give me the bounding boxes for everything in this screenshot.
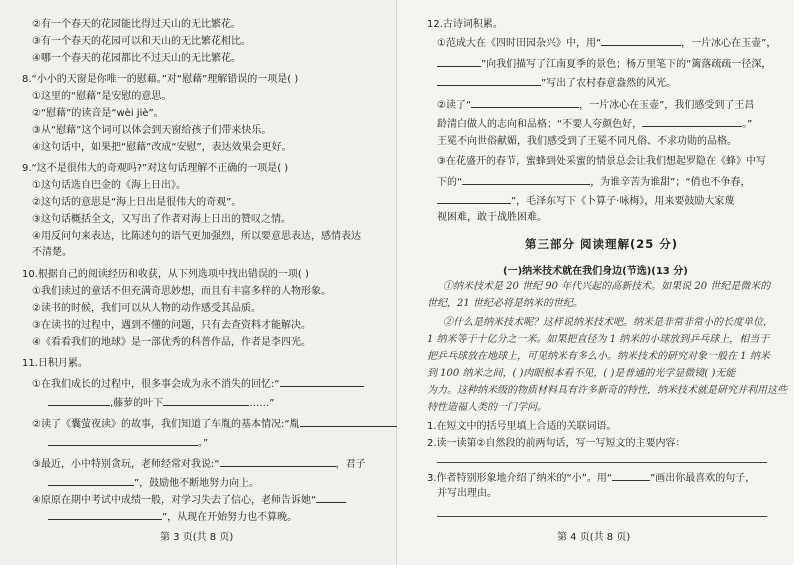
q8-option-2: ②“慰藉”的读音是“wèi jiè”。 (32, 108, 164, 119)
q12-item-1-cont: ”向我们描写了江南夏季的景色；杨万里笔下的“篱落疏疏一径深， (437, 56, 771, 71)
answer-blank[interactable] (462, 174, 590, 185)
passage-p2-line6: 特性造福人类的一门学问。 (427, 402, 547, 413)
answer-blank[interactable] (300, 416, 400, 427)
q9-option-4-cont: 不清楚。 (32, 247, 72, 258)
q8-option-4: ④这句话中，如果把“慰藉”改成“安慰”，表达效果会更好。 (32, 142, 292, 153)
passage-title: (一)纳米技术就在我们身边(节选)(13 分) (503, 266, 688, 277)
q7-option-3: ③有一个春天的花园可以和天山的无比繁花相比。 (32, 36, 251, 47)
q12-item-3: ③在花盛开的春节，蜜蜂到处采蜜的情景总会让我们想起罗隐在《蜂》中写 (437, 156, 766, 167)
question-3-cont: 并写出理由。 (437, 488, 497, 499)
answer-blank[interactable] (48, 509, 162, 520)
q12-item-1: ①范成大在《四时田园杂兴》中，用“ ，一片冰心在玉壶”， (437, 35, 776, 50)
answer-blank[interactable] (437, 75, 541, 86)
answer-blank[interactable] (48, 435, 198, 446)
passage-p2-line5: 为力。这种纳米级的物质材料具有许多新奇的特性，纳米技术就是研究并利用这些 (427, 385, 787, 396)
answer-blank[interactable] (642, 116, 742, 127)
q12-item-1-cont2: ”写出了农村春意盎然的风光。 (437, 75, 676, 90)
passage-p2-line3: 把乒乓球放在地球上，可见纳米有多么小。纳米技术的研究对象一般在 1 纳米 (427, 351, 770, 362)
q12-item-3-cont3: 视困难，敢于战胜困难。 (437, 212, 547, 223)
q11-item-1: ①在我们成长的过程中，很多事会成为永不消失的回忆:“ (32, 376, 364, 391)
q11-item-2-cont: 。” (48, 435, 208, 450)
q7-option-4: ④哪一个春天的花园都比不过天山的无比繁花。 (32, 53, 241, 64)
passage-p2-line4: 到 100 纳米之间，( )肉眼根本看不见，( )是普通的光学显微镜( )无能 (427, 368, 736, 379)
q10-stem: 10.根据自己的阅读经历和收获，从下列选项中找出错误的一项( ) (22, 269, 309, 280)
q8-stem: 8.“小小的天窗是你唯一的慰藉。”对“慰藉”理解错误的一项是( ) (22, 74, 299, 85)
q10-option-4: ④《看看我们的地球》是一部优秀的科普作品，作者是李四光。 (32, 337, 311, 348)
q9-option-4: ④用反问句来表达，比陈述句的语气更加强烈，所以要意思表达，感情表达 (32, 231, 361, 242)
q12-item-2-cont: 龄清白做人的志向和品格；“不要人夸颜色好， 。” (437, 116, 752, 131)
q11-stem: 11.日积月累。 (22, 358, 88, 369)
answer-blank[interactable] (601, 35, 681, 46)
q9-option-1: ①这句话选自巴金的《海上日出》。 (32, 180, 186, 191)
answer-blank[interactable] (316, 492, 346, 503)
q12-item-2-cont2: 王冕不向世俗献媚，我们感受到了王冕不同凡俗、不求功勋的品格。 (437, 136, 737, 147)
answer-blank[interactable] (612, 470, 650, 481)
q11-item-1-cont: ,藤萝的叶下 ……” (48, 395, 274, 410)
q10-option-2: ②读书的时候，我们可以从人物的动作感受其品质。 (32, 303, 261, 314)
question-3: 3.作者特别形象地介绍了纳米的“小”。用“ ”画出你最喜欢的句子， (427, 470, 755, 485)
q11-item-4: ④原原在期中考试中成绩一般，对学习失去了信心，老师告诉她“ (32, 492, 346, 507)
answer-blank[interactable] (163, 395, 249, 406)
passage-p1-line2: 世纪，21 世纪必将是纳米的世纪。 (427, 298, 583, 309)
q8-option-3: ③从“慰藉”这个词可以体会到天窗给孩子们带来快乐。 (32, 125, 272, 136)
q10-option-3: ③在读书的过程中，遇到不懂的问题，只有去查资料才能解决。 (32, 320, 311, 331)
q11-item-4-cont: ”，从现在开始努力也不算晚。 (48, 509, 297, 524)
answer-blank[interactable] (437, 193, 511, 204)
q12-item-3-cont: 下的“ ，为谁辛苦为谁甜”；“俏也不争春， (437, 174, 751, 189)
answer-blank[interactable] (437, 56, 481, 67)
section-title: 第三部分 阅读理解(25 分) (525, 237, 679, 251)
answer-blank[interactable] (471, 97, 579, 108)
question-2: 2.读一读第②自然段的前两句话，写一写短文的主要内容： (427, 438, 686, 449)
q8-option-1: ①这里的“慰藉”是安慰的意思。 (32, 91, 172, 102)
passage-p2-line2: 1 纳米等于十亿分之一米。如果把直径为 1 纳米的小球放到乒乓球上，相当于 (427, 334, 770, 345)
page-3-footer: 第 3 页(共 8 页) (160, 532, 234, 543)
q9-stem: 9.“这不是很伟大的奇观吗?”对这句话理解不正确的一项是( ) (22, 163, 289, 174)
answer-blank[interactable] (48, 475, 134, 486)
q7-option-2: ②有一个春天的花园能比得过天山的无比繁花。 (32, 19, 241, 30)
q12-item-3-cont2: ”，毛泽东写下《卜算子·咏梅》，用来要鼓励大家蔑 (437, 193, 734, 208)
answer-blank[interactable] (280, 376, 364, 387)
page-4 (397, 0, 794, 565)
page-4-footer: 第 4 页(共 8 页) (557, 532, 631, 543)
answer-line[interactable] (437, 462, 767, 463)
answer-line[interactable] (437, 516, 767, 517)
q11-item-3-cont: ”，鼓励他不断地努力向上。 (48, 475, 259, 490)
q12-item-2: ②读了“ ，一片冰心在玉壶”，我们感受到了王昌 (437, 97, 754, 112)
q9-option-3: ③这句话概括全文，又写出了作者对海上日出的赞叹之情。 (32, 214, 291, 225)
q9-option-2: ②这句话的意思是“海上日出是很伟大的奇观”。 (32, 197, 242, 208)
passage-p1-line1: ①纳米技术是 20 世纪 90 年代兴起的高新技术。如果说 20 世纪是微米的 (443, 281, 771, 292)
q11-item-3: ③最近，小中特别贪玩，老师经常对我说:“ ，君子 (32, 456, 366, 471)
q11-item-2: ②读了《囊萤夜读》的故事，我们知道了车胤的基本情况:“胤 (32, 416, 400, 431)
q10-option-1: ①我们读过的童话不但充满奇思妙想，而且有丰富多样的人物形象。 (32, 286, 331, 297)
q12-stem: 12.古诗词积累。 (427, 19, 503, 30)
question-1: 1.在短文中的括号里填上合适的关联词语。 (427, 421, 617, 432)
answer-blank[interactable] (48, 395, 110, 406)
answer-blank[interactable] (220, 456, 336, 467)
passage-p2-line1: ②什么是纳米技术呢？这样说纳米技术吧。纳米是非常非常小的长度单位， (443, 317, 773, 328)
